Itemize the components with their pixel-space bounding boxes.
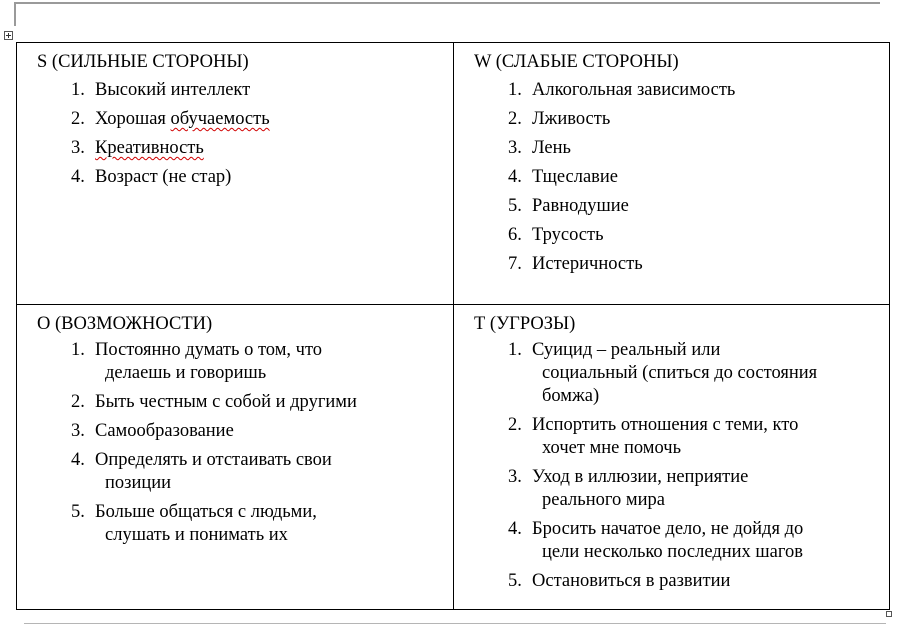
threats-cell[interactable] xyxy=(454,305,890,610)
threats-list xyxy=(474,339,883,593)
list-item-text: Постоянно думать о том, что xyxy=(95,340,323,360)
list-item-text-part: Хорошая xyxy=(95,109,171,129)
list-item xyxy=(474,193,883,219)
opportunities-list xyxy=(37,339,447,547)
table-move-handle-icon[interactable] xyxy=(4,31,13,40)
spellcheck-word[interactable]: Креативность xyxy=(95,138,204,158)
list-item xyxy=(474,135,883,161)
list-item-text: Уход в иллюзии, неприятие xyxy=(532,467,749,487)
list-item xyxy=(474,466,883,512)
list-item-text: Тщеславие xyxy=(532,167,619,187)
list-number: 2. xyxy=(508,415,522,435)
weaknesses-list xyxy=(474,77,883,277)
opportunities-title: О (ВОЗМОЖНОСТИ) xyxy=(37,314,213,334)
list-number: 5. xyxy=(508,196,522,216)
list-item xyxy=(474,222,883,248)
list-item xyxy=(37,135,447,161)
list-number: 3. xyxy=(508,467,522,487)
list-item-text-continued: бомжа) xyxy=(542,386,600,406)
list-number: 1. xyxy=(508,80,522,100)
list-item-text: Равнодушие xyxy=(532,196,629,216)
list-item xyxy=(474,164,883,190)
list-number: 1. xyxy=(71,80,85,100)
list-item-text: Остановиться в развитии xyxy=(532,571,731,591)
list-item-text: Лень xyxy=(532,138,571,158)
spellcheck-word[interactable]: обучаемость xyxy=(170,109,270,129)
list-number: 1. xyxy=(508,340,522,360)
strengths-cell[interactable] xyxy=(17,43,454,305)
weaknesses-title: W (СЛАБЫЕ СТОРОНЫ) xyxy=(474,52,679,72)
list-item xyxy=(37,77,447,103)
list-item-text-continued: делаешь и говоришь xyxy=(105,363,267,383)
list-item-text: Испортить отношения с теми, кто xyxy=(532,415,799,435)
list-item xyxy=(474,251,883,277)
list-item xyxy=(37,501,447,547)
list-number: 4. xyxy=(508,519,522,539)
list-item-text: Самообразование xyxy=(95,421,234,441)
opportunities-cell[interactable] xyxy=(17,305,454,610)
page-margin-guide-bottom xyxy=(24,623,886,624)
weaknesses-cell[interactable] xyxy=(454,43,890,305)
list-number: 4. xyxy=(71,450,85,470)
list-item xyxy=(37,164,447,190)
list-number: 2. xyxy=(71,392,85,412)
list-item xyxy=(37,391,447,414)
list-item-text: Бросить начатое дело, не дойдя до xyxy=(532,519,804,539)
list-item xyxy=(474,414,883,460)
list-number: 6. xyxy=(508,225,522,245)
list-item-text: Быть честным с собой и другими xyxy=(95,392,357,412)
list-number: 3. xyxy=(71,138,85,158)
list-number: 5. xyxy=(71,502,85,522)
list-number: 5. xyxy=(508,571,522,591)
list-number: 7. xyxy=(508,254,522,274)
list-item xyxy=(37,420,447,443)
list-number: 4. xyxy=(508,167,522,187)
list-item xyxy=(474,339,883,408)
list-item-text: Истеричность xyxy=(532,254,643,274)
table-row xyxy=(17,43,890,305)
list-item xyxy=(37,106,447,132)
list-item-text: Высокий интеллект xyxy=(95,80,251,100)
list-item-text xyxy=(95,135,447,161)
list-item xyxy=(474,106,883,132)
list-item-text: Алкогольная зависимость xyxy=(532,80,736,100)
list-item-text-continued: социальный (спиться до состояния xyxy=(542,363,818,383)
table-row xyxy=(17,305,890,610)
list-item-text-continued: цели несколько последних шагов xyxy=(542,542,803,562)
threats-title: Т (УГРОЗЫ) xyxy=(474,314,576,334)
strengths-list xyxy=(37,77,447,190)
list-item xyxy=(474,77,883,103)
list-item-text: Возраст (не стар) xyxy=(95,167,232,187)
list-number: 3. xyxy=(71,421,85,441)
list-number: 1. xyxy=(71,340,85,360)
list-item xyxy=(37,339,447,385)
list-item-text xyxy=(95,106,447,132)
list-item-text: Лживость xyxy=(532,109,611,129)
strengths-title: S (СИЛЬНЫЕ СТОРОНЫ) xyxy=(37,52,249,72)
list-item-text-continued: реального мира xyxy=(542,490,665,510)
list-number: 2. xyxy=(71,109,85,129)
list-item-text: Суицид – реальный или xyxy=(532,340,721,360)
list-item-text-continued: слушать и понимать их xyxy=(105,525,288,545)
list-number: 4. xyxy=(71,167,85,187)
list-number: 2. xyxy=(508,109,522,129)
list-item xyxy=(474,518,883,564)
list-item-text-continued: хочет мне помочь xyxy=(542,438,682,458)
list-number: 3. xyxy=(508,138,522,158)
list-item-text: Больше общаться с людьми, xyxy=(95,502,317,522)
page-margin-guide-corner xyxy=(14,2,16,26)
list-item-text-continued: позиции xyxy=(105,473,172,493)
page-margin-guide-top xyxy=(14,2,880,4)
swot-table xyxy=(16,42,890,610)
list-item xyxy=(37,449,447,495)
table-resize-handle-icon[interactable] xyxy=(886,611,892,617)
list-item-text: Определять и отстаивать свои xyxy=(95,450,332,470)
list-item-text: Трусость xyxy=(532,225,604,245)
list-item xyxy=(474,570,883,593)
